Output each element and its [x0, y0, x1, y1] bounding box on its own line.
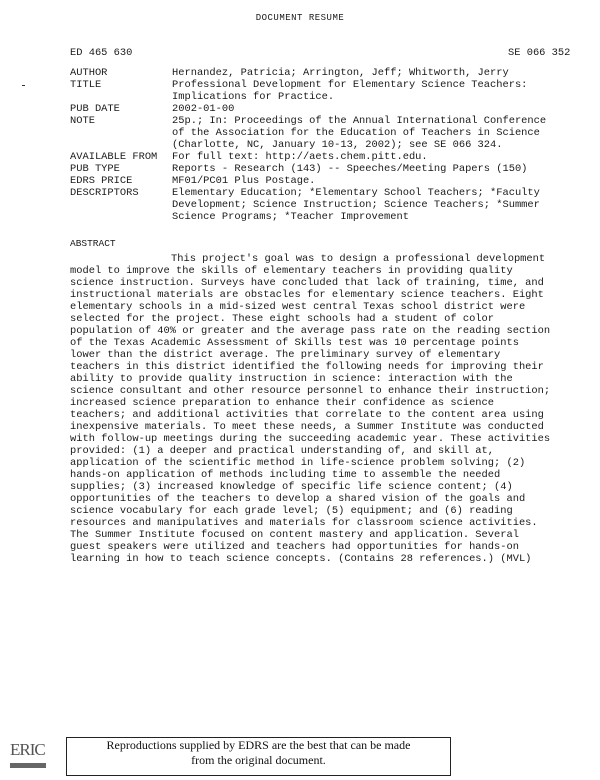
field-label: DESCRIPTORS: [70, 187, 139, 199]
abstract-line: learning in how to teach science concepts. (Contains 28 references.) (MVL): [70, 553, 532, 565]
notice-line: from the original document.: [191, 753, 326, 767]
abstract-line: provided: (1) a deeper and practical understanding of, and skill at,: [70, 445, 495, 457]
abstract-line: This project's goal was to design a professional development: [171, 253, 546, 265]
abstract-line: science instruction. Surveys have concluded that lack of training, time, and: [70, 277, 544, 289]
abstract-line: hands-on application of methods including time to assemble the needed: [70, 469, 501, 481]
field-value: Elementary Education; *Elementary School Teachers; *Faculty: [172, 187, 540, 199]
field-value: of the Association for the Education of Teachers in Science: [172, 127, 540, 139]
abstract-line: model to improve the skills of elementary teachers in providing quality: [70, 265, 513, 277]
field-label: AUTHOR: [70, 67, 108, 79]
document-title: DOCUMENT RESUME: [255, 13, 345, 23]
field-label: PUB DATE: [70, 103, 120, 115]
abstract-line: teachers; and additional activities that correlate to the content area using: [70, 409, 544, 421]
notice-line: Reproductions supplied by EDRS are the best that can be made: [106, 738, 411, 752]
abstract-line: selected for the project. These eight schools had a student of color: [70, 313, 495, 325]
se-number: SE 066 352: [508, 47, 571, 59]
eric-logo-bar: [10, 763, 46, 768]
abstract-line: inexpensive materials. To meet these needs, a Summer Institute was conducted: [70, 421, 544, 433]
abstract-line: teachers in this district identified the following needs for improving their: [70, 361, 544, 373]
field-label: EDRS PRICE: [70, 175, 133, 187]
field-value: Implications for Practice.: [172, 91, 335, 103]
abstract-body: [70, 253, 550, 565]
field-value: 2002-01-00: [172, 103, 235, 115]
field-value[interactable]: For full text: http://aets.chem.pitt.edu.: [172, 151, 428, 163]
abstract-line: ability to provide quality instruction in science: interaction with the: [70, 373, 513, 385]
abstract-line: with follow-up meetings during the succeeding academic year. These activities: [70, 433, 551, 445]
eric-logo-text: ERIC: [10, 740, 45, 759]
abstract-line: opportunities of the teachers to develop a shared vision of the goals and: [70, 493, 526, 505]
field-label: AVAILABLE FROM: [70, 151, 158, 163]
scan-mark: [22, 85, 25, 86]
abstract-label: ABSTRACT: [70, 238, 116, 249]
abstract-line: population of 40% or greater and the average pass rate on the reading section: [70, 325, 551, 337]
abstract-line: resources and manipulatives and materials for classroom science activities.: [70, 517, 538, 529]
abstract-line: increased science preparation to enhance their confidence as science: [70, 397, 495, 409]
abstract-line: of the Texas Academic Assessment of Skills test was 10 percentage points: [70, 337, 519, 349]
field-label: TITLE: [70, 79, 102, 91]
ed-number: ED 465 630: [70, 47, 133, 59]
field-value: Hernandez, Patricia; Arrington, Jeff; Whitworth, Jerry: [172, 67, 509, 79]
field-value: Reports - Research (143) -- Speeches/Meeting Papers (150): [172, 163, 528, 175]
abstract-line: supplies; (3) increased knowledge of specific life science content; (4): [70, 481, 513, 493]
abstract-line: lower than the district average. The preliminary survey of elementary: [70, 349, 501, 361]
eric-logo: [10, 736, 48, 772]
abstract-line: guest speakers were utilized and teachers had opportunities for hands-on: [70, 541, 519, 553]
abstract-line: application of the scientific method in life-science problem solving; (2): [70, 457, 526, 469]
field-value: MF01/PC01 Plus Postage.: [172, 175, 316, 187]
reproduction-notice: [66, 737, 451, 776]
abstract-line: elementary schools in a mid-sized west central Texas school district were: [70, 301, 526, 313]
field-label: PUB TYPE: [70, 163, 120, 175]
field-value: 25p.; In: Proceedings of the Annual International Conference: [172, 115, 547, 127]
field-value: Science Programs; *Teacher Improvement: [172, 211, 409, 223]
field-value: Development; Science Instruction; Science Teachers; *Summer: [172, 199, 540, 211]
abstract-line: science vocabulary for each grade level; (5) equipment; and (6) reading: [70, 505, 513, 517]
field-value: (Charlotte, NC, January 10-13, 2002); see SE 066 324.: [172, 139, 503, 151]
abstract-line: science consultant and other resource personnel to enhance their instruction;: [70, 385, 551, 397]
field-value: Professional Development for Elementary Science Teachers:: [172, 79, 528, 91]
abstract-line: instructional materials are obstacles for elementary science teachers. Eight: [70, 289, 544, 301]
abstract-line: The Summer Institute focused on content mastery and application. Several: [70, 529, 519, 541]
field-label: NOTE: [70, 115, 95, 127]
